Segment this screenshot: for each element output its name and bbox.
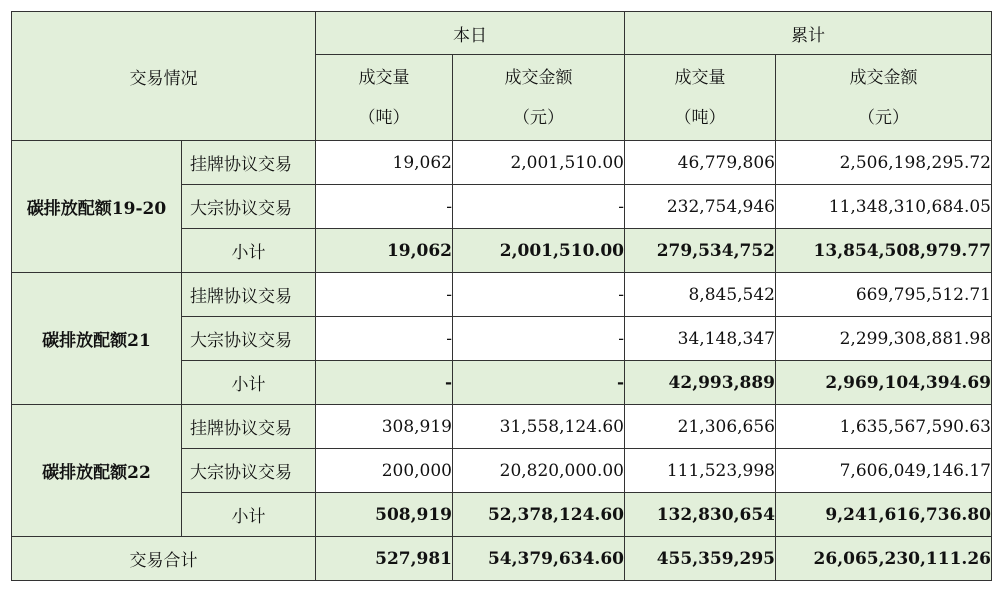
header-unit: （吨）: [358, 107, 410, 128]
total-today-amount: 54,379,634.60: [453, 537, 625, 581]
header-label: 成交金额: [849, 67, 918, 88]
subtotal-label: 小计: [182, 361, 316, 405]
cumulative-volume: 132,830,654: [625, 493, 776, 537]
header-label: 成交金额: [504, 67, 573, 88]
today-amount: 52,378,124.60: [453, 493, 625, 537]
table-row: [12, 405, 992, 449]
header-cumulative-volume: [625, 55, 776, 141]
cumulative-volume: 111,523,998: [625, 449, 776, 493]
today-volume: 308,919: [316, 405, 453, 449]
today-amount: -: [453, 317, 625, 361]
header-today: 本日: [316, 12, 625, 55]
cumulative-volume: 46,779,806: [625, 141, 776, 185]
total-cumulative-volume: 455,359,295: [625, 537, 776, 581]
header-label: 成交量: [358, 67, 410, 88]
today-amount: -: [453, 361, 625, 405]
cumulative-amount: 11,348,310,684.05: [776, 185, 992, 229]
subtotal-label: 小计: [182, 493, 316, 537]
subtotal-label: 小计: [182, 229, 316, 273]
group-label: 碳排放配额22: [12, 405, 182, 537]
cumulative-amount: 1,635,567,590.63: [776, 405, 992, 449]
trade-type: 挂牌协议交易: [182, 273, 316, 317]
cumulative-volume: 232,754,946: [625, 185, 776, 229]
cumulative-amount: 2,299,308,881.98: [776, 317, 992, 361]
today-volume: -: [316, 185, 453, 229]
total-label: 交易合计: [12, 537, 316, 581]
today-volume: -: [316, 273, 453, 317]
total-row: [12, 537, 992, 581]
header-unit: （元）: [858, 107, 909, 128]
today-amount: 2,001,510.00: [453, 229, 625, 273]
header-today-amount: [453, 55, 625, 141]
cumulative-amount: 669,795,512.71: [776, 273, 992, 317]
header-label: 成交量: [674, 67, 726, 88]
today-volume: 19,062: [316, 229, 453, 273]
total-today-volume: 527,981: [316, 537, 453, 581]
total-cumulative-amount: 26,065,230,111.26: [776, 537, 992, 581]
cumulative-volume: 34,148,347: [625, 317, 776, 361]
cumulative-amount: 7,606,049,146.17: [776, 449, 992, 493]
cumulative-volume: 8,845,542: [625, 273, 776, 317]
today-amount: 2,001,510.00: [453, 141, 625, 185]
header-cumulative-amount: [776, 55, 992, 141]
header-unit: （吨）: [674, 107, 726, 128]
today-volume: -: [316, 361, 453, 405]
header-cumulative: 累计: [625, 12, 992, 55]
trade-type: 大宗协议交易: [182, 317, 316, 361]
today-volume: 508,919: [316, 493, 453, 537]
trade-type: 挂牌协议交易: [182, 141, 316, 185]
today-amount: 31,558,124.60: [453, 405, 625, 449]
cumulative-volume: 21,306,656: [625, 405, 776, 449]
group-label: 碳排放配额21: [12, 273, 182, 405]
trading-summary-table: [11, 11, 992, 581]
today-volume: -: [316, 317, 453, 361]
today-amount: -: [453, 185, 625, 229]
cumulative-amount: 9,241,616,736.80: [776, 493, 992, 537]
trade-type: 大宗协议交易: [182, 185, 316, 229]
trade-type: 大宗协议交易: [182, 449, 316, 493]
table-row: [12, 141, 992, 185]
header-trading-situation: 交易情况: [12, 12, 316, 141]
today-amount: -: [453, 273, 625, 317]
cumulative-amount: 2,506,198,295.72: [776, 141, 992, 185]
header-today-volume: [316, 55, 453, 141]
trade-type: 挂牌协议交易: [182, 405, 316, 449]
group-label: 碳排放配额19-20: [12, 141, 182, 273]
header-unit: （元）: [513, 107, 564, 128]
cumulative-volume: 279,534,752: [625, 229, 776, 273]
today-volume: 19,062: [316, 141, 453, 185]
today-volume: 200,000: [316, 449, 453, 493]
cumulative-volume: 42,993,889: [625, 361, 776, 405]
cumulative-amount: 2,969,104,394.69: [776, 361, 992, 405]
table-row: [12, 273, 992, 317]
today-amount: 20,820,000.00: [453, 449, 625, 493]
cumulative-amount: 13,854,508,979.77: [776, 229, 992, 273]
